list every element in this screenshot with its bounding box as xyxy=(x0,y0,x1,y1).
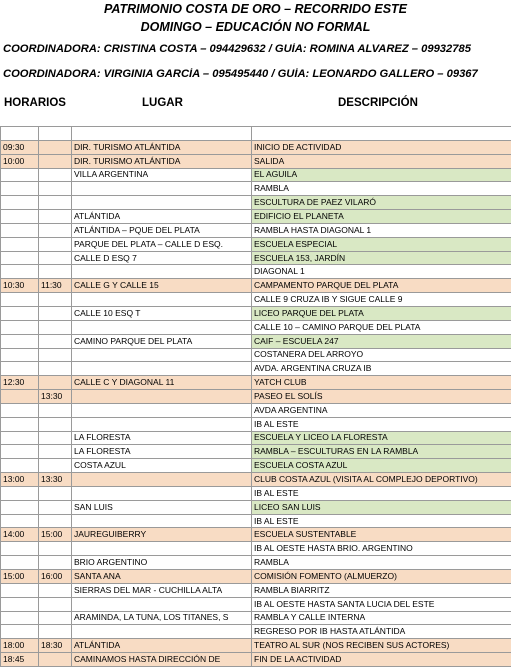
end-time-cell xyxy=(39,127,72,141)
description-cell: ESCUELA ESPECIAL xyxy=(252,237,511,251)
place-cell xyxy=(72,417,252,431)
place-cell xyxy=(72,362,252,376)
description-cell: ESCUELA SUSTENTABLE xyxy=(252,528,511,542)
description-cell: RAMBLA xyxy=(252,556,511,570)
place-cell: SANTA ANA xyxy=(72,570,252,584)
table-row xyxy=(1,403,511,417)
description-cell: EDIFICIO EL PLANETA xyxy=(252,210,511,224)
start-time-cell xyxy=(1,500,39,514)
place-cell: ATLÁNTIDA xyxy=(72,639,252,653)
place-cell xyxy=(72,293,252,307)
description-cell: COSTANERA DEL ARROYO xyxy=(252,348,511,362)
description-cell: RAMBLA HASTA DIAGONAL 1 xyxy=(252,223,511,237)
table-row xyxy=(1,306,511,320)
end-time-cell xyxy=(39,293,72,307)
description-cell: REGRESO POR IB HASTA ATLÁNTIDA xyxy=(252,625,511,639)
start-time-cell xyxy=(1,431,39,445)
end-time-cell xyxy=(39,237,72,251)
end-time-cell xyxy=(39,431,72,445)
start-time-cell xyxy=(1,265,39,279)
start-time-cell xyxy=(1,320,39,334)
description-cell: CAIF – ESCUELA 247 xyxy=(252,334,511,348)
place-cell: JAUREGUIBERRY xyxy=(72,528,252,542)
end-time-cell xyxy=(39,625,72,639)
table-row xyxy=(1,611,511,625)
end-time-cell xyxy=(39,376,72,390)
end-time-cell: 13:30 xyxy=(39,473,72,487)
description-cell: CAMPAMENTO PARQUE DEL PLATA xyxy=(252,279,511,293)
description-cell: INICIO DE ACTIVIDAD xyxy=(252,140,511,154)
document-subtitle: DOMINGO – EDUCACIÓN NO FORMAL xyxy=(0,20,511,34)
end-time-cell xyxy=(39,653,72,667)
column-header-horarios: HORARIOS xyxy=(4,97,66,109)
end-time-cell xyxy=(39,403,72,417)
end-time-cell xyxy=(39,597,72,611)
start-time-cell xyxy=(1,293,39,307)
table-row xyxy=(1,168,511,182)
start-time-cell: 15:00 xyxy=(1,570,39,584)
place-cell: CALLE D ESQ 7 xyxy=(72,251,252,265)
coordinator-line-1: COORDINADORA: CRISTINA COSTA – 094429632 / GUÍA: ROMINA ALVAREZ – 09932785 xyxy=(3,43,511,55)
start-time-cell xyxy=(1,459,39,473)
start-time-cell xyxy=(1,486,39,500)
start-time-cell xyxy=(1,182,39,196)
end-time-cell: 16:00 xyxy=(39,570,72,584)
table-row xyxy=(1,597,511,611)
table-row xyxy=(1,265,511,279)
table-row xyxy=(1,348,511,362)
place-cell: ATLÁNTIDA xyxy=(72,210,252,224)
table-row xyxy=(1,583,511,597)
table-row xyxy=(1,127,511,141)
end-time-cell xyxy=(39,611,72,625)
table-row xyxy=(1,445,511,459)
start-time-cell xyxy=(1,127,39,141)
end-time-cell xyxy=(39,556,72,570)
start-time-cell xyxy=(1,362,39,376)
end-time-cell xyxy=(39,182,72,196)
place-cell xyxy=(72,265,252,279)
description-cell: PASEO EL SOLÍS xyxy=(252,390,511,404)
column-header-lugar: LUGAR xyxy=(142,97,183,109)
schedule-table-body xyxy=(1,127,511,667)
table-row xyxy=(1,417,511,431)
end-time-cell: 13:30 xyxy=(39,390,72,404)
start-time-cell xyxy=(1,556,39,570)
place-cell xyxy=(72,182,252,196)
description-cell: YATCH CLUB xyxy=(252,376,511,390)
start-time-cell xyxy=(1,514,39,528)
table-row xyxy=(1,486,511,500)
end-time-cell xyxy=(39,334,72,348)
table-row xyxy=(1,196,511,210)
end-time-cell xyxy=(39,417,72,431)
description-cell: RAMBLA – ESCULTURAS EN LA RAMBLA xyxy=(252,445,511,459)
table-row xyxy=(1,390,511,404)
place-cell: DIR. TURISMO ATLÁNTIDA xyxy=(72,140,252,154)
end-time-cell xyxy=(39,251,72,265)
document-title: PATRIMONIO COSTA DE ORO – RECORRIDO ESTE xyxy=(0,2,511,16)
start-time-cell xyxy=(1,542,39,556)
table-row xyxy=(1,140,511,154)
end-time-cell: 11:30 xyxy=(39,279,72,293)
place-cell xyxy=(72,196,252,210)
table-row xyxy=(1,459,511,473)
place-cell xyxy=(72,320,252,334)
end-time-cell xyxy=(39,265,72,279)
place-cell xyxy=(72,597,252,611)
description-cell: COMISIÓN FOMENTO (ALMUERZO) xyxy=(252,570,511,584)
end-time-cell xyxy=(39,154,72,168)
description-cell: ESCUELA 153, JARDÍN xyxy=(252,251,511,265)
description-cell: AVDA. ARGENTINA CRUZA IB xyxy=(252,362,511,376)
description-cell: ESCUELA COSTA AZUL xyxy=(252,459,511,473)
table-row xyxy=(1,653,511,667)
start-time-cell xyxy=(1,168,39,182)
end-time-cell xyxy=(39,210,72,224)
end-time-cell xyxy=(39,348,72,362)
table-row xyxy=(1,182,511,196)
end-time-cell xyxy=(39,486,72,500)
place-cell xyxy=(72,127,252,141)
start-time-cell xyxy=(1,611,39,625)
table-row xyxy=(1,237,511,251)
place-cell: SAN LUIS xyxy=(72,500,252,514)
place-cell xyxy=(72,514,252,528)
end-time-cell xyxy=(39,140,72,154)
column-header-descripcion: DESCRIPCIÓN xyxy=(338,97,418,109)
table-row xyxy=(1,279,511,293)
place-cell xyxy=(72,625,252,639)
place-cell: LA FLORESTA xyxy=(72,445,252,459)
place-cell: CALLE G Y CALLE 15 xyxy=(72,279,252,293)
description-cell: ESCUELA Y LICEO LA FLORESTA xyxy=(252,431,511,445)
end-time-cell xyxy=(39,583,72,597)
start-time-cell: 13:00 xyxy=(1,473,39,487)
place-cell: BRIO ARGENTINO xyxy=(72,556,252,570)
table-row xyxy=(1,334,511,348)
coordinator-line-2: COORDINADORA: VIRGINIA GARCÍA – 095495440 / GUÍA: LEONARDO GALLERO – 09367 xyxy=(3,68,511,80)
start-time-cell: 12:30 xyxy=(1,376,39,390)
start-time-cell: 18:00 xyxy=(1,639,39,653)
table-row xyxy=(1,362,511,376)
end-time-cell xyxy=(39,500,72,514)
description-cell: RAMBLA Y CALLE INTERNA xyxy=(252,611,511,625)
place-cell xyxy=(72,390,252,404)
end-time-cell xyxy=(39,320,72,334)
table-row xyxy=(1,210,511,224)
place-cell: PARQUE DEL PLATA – CALLE D ESQ. xyxy=(72,237,252,251)
description-cell: IB AL ESTE xyxy=(252,417,511,431)
start-time-cell xyxy=(1,597,39,611)
start-time-cell xyxy=(1,348,39,362)
start-time-cell xyxy=(1,417,39,431)
description-cell: RAMBLA BIARRITZ xyxy=(252,583,511,597)
table-row xyxy=(1,542,511,556)
place-cell: VILLA ARGENTINA xyxy=(72,168,252,182)
description-cell: TEATRO AL SUR (NOS RECIBEN SUS ACTORES) xyxy=(252,639,511,653)
description-cell: DIAGONAL 1 xyxy=(252,265,511,279)
end-time-cell xyxy=(39,514,72,528)
description-cell: SALIDA xyxy=(252,154,511,168)
start-time-cell xyxy=(1,390,39,404)
table-row xyxy=(1,320,511,334)
start-time-cell: 09:30 xyxy=(1,140,39,154)
description-cell: IB AL ESTE xyxy=(252,486,511,500)
description-cell: IB AL ESTE xyxy=(252,514,511,528)
place-cell xyxy=(72,473,252,487)
description-cell: EL AGUILA xyxy=(252,168,511,182)
description-cell: IB AL OESTE HASTA BRIO. ARGENTINO xyxy=(252,542,511,556)
description-cell: AVDA ARGENTINA xyxy=(252,403,511,417)
start-time-cell: 14:00 xyxy=(1,528,39,542)
start-time-cell xyxy=(1,306,39,320)
table-row xyxy=(1,154,511,168)
table-row xyxy=(1,376,511,390)
start-time-cell xyxy=(1,625,39,639)
table-row xyxy=(1,431,511,445)
place-cell xyxy=(72,486,252,500)
place-cell: ATLÁNTIDA – PQUE DEL PLATA xyxy=(72,223,252,237)
description-cell xyxy=(252,127,511,141)
start-time-cell xyxy=(1,403,39,417)
start-time-cell xyxy=(1,334,39,348)
place-cell: COSTA AZUL xyxy=(72,459,252,473)
place-cell: CAMINO PARQUE DEL PLATA xyxy=(72,334,252,348)
table-row xyxy=(1,251,511,265)
description-cell: LICEO PARQUE DEL PLATA xyxy=(252,306,511,320)
start-time-cell xyxy=(1,583,39,597)
start-time-cell: 10:30 xyxy=(1,279,39,293)
description-cell: CALLE 9 CRUZA IB Y SIGUE CALLE 9 xyxy=(252,293,511,307)
end-time-cell: 15:00 xyxy=(39,528,72,542)
place-cell: DIR. TURISMO ATLÁNTIDA xyxy=(72,154,252,168)
place-cell xyxy=(72,403,252,417)
start-time-cell xyxy=(1,445,39,459)
place-cell: CAMINAMOS HASTA DIRECCIÓN DE xyxy=(72,653,252,667)
description-cell: CALLE 10 – CAMINO PARQUE DEL PLATA xyxy=(252,320,511,334)
start-time-cell xyxy=(1,223,39,237)
place-cell: ARAMINDA, LA TUNA, LOS TITANES, S xyxy=(72,611,252,625)
description-cell: RAMBLA xyxy=(252,182,511,196)
table-row xyxy=(1,625,511,639)
table-row xyxy=(1,528,511,542)
start-time-cell xyxy=(1,210,39,224)
table-row xyxy=(1,570,511,584)
end-time-cell xyxy=(39,168,72,182)
end-time-cell xyxy=(39,542,72,556)
description-cell: LICEO SAN LUIS xyxy=(252,500,511,514)
start-time-cell xyxy=(1,251,39,265)
end-time-cell xyxy=(39,196,72,210)
description-cell: FIN DE LA ACTIVIDAD xyxy=(252,653,511,667)
place-cell xyxy=(72,542,252,556)
table-row xyxy=(1,639,511,653)
end-time-cell xyxy=(39,459,72,473)
description-cell: CLUB COSTA AZUL (VISITA AL COMPLEJO DEPORTIVO) xyxy=(252,473,511,487)
start-time-cell xyxy=(1,196,39,210)
start-time-cell: 10:00 xyxy=(1,154,39,168)
table-row xyxy=(1,293,511,307)
place-cell: CALLE 10 ESQ T xyxy=(72,306,252,320)
end-time-cell xyxy=(39,362,72,376)
end-time-cell: 18:30 xyxy=(39,639,72,653)
place-cell: CALLE C Y DIAGONAL 11 xyxy=(72,376,252,390)
schedule-table xyxy=(0,126,511,667)
description-cell: ESCULTURA DE PAEZ VILARÓ xyxy=(252,196,511,210)
end-time-cell xyxy=(39,223,72,237)
table-row xyxy=(1,500,511,514)
table-row xyxy=(1,223,511,237)
place-cell: LA FLORESTA xyxy=(72,431,252,445)
description-cell: IB AL OESTE HASTA SANTA LUCIA DEL ESTE xyxy=(252,597,511,611)
start-time-cell: 18:45 xyxy=(1,653,39,667)
start-time-cell xyxy=(1,237,39,251)
end-time-cell xyxy=(39,445,72,459)
table-row xyxy=(1,473,511,487)
place-cell: SIERRAS DEL MAR - CUCHILLA ALTA xyxy=(72,583,252,597)
table-row xyxy=(1,556,511,570)
table-row xyxy=(1,514,511,528)
end-time-cell xyxy=(39,306,72,320)
place-cell xyxy=(72,348,252,362)
